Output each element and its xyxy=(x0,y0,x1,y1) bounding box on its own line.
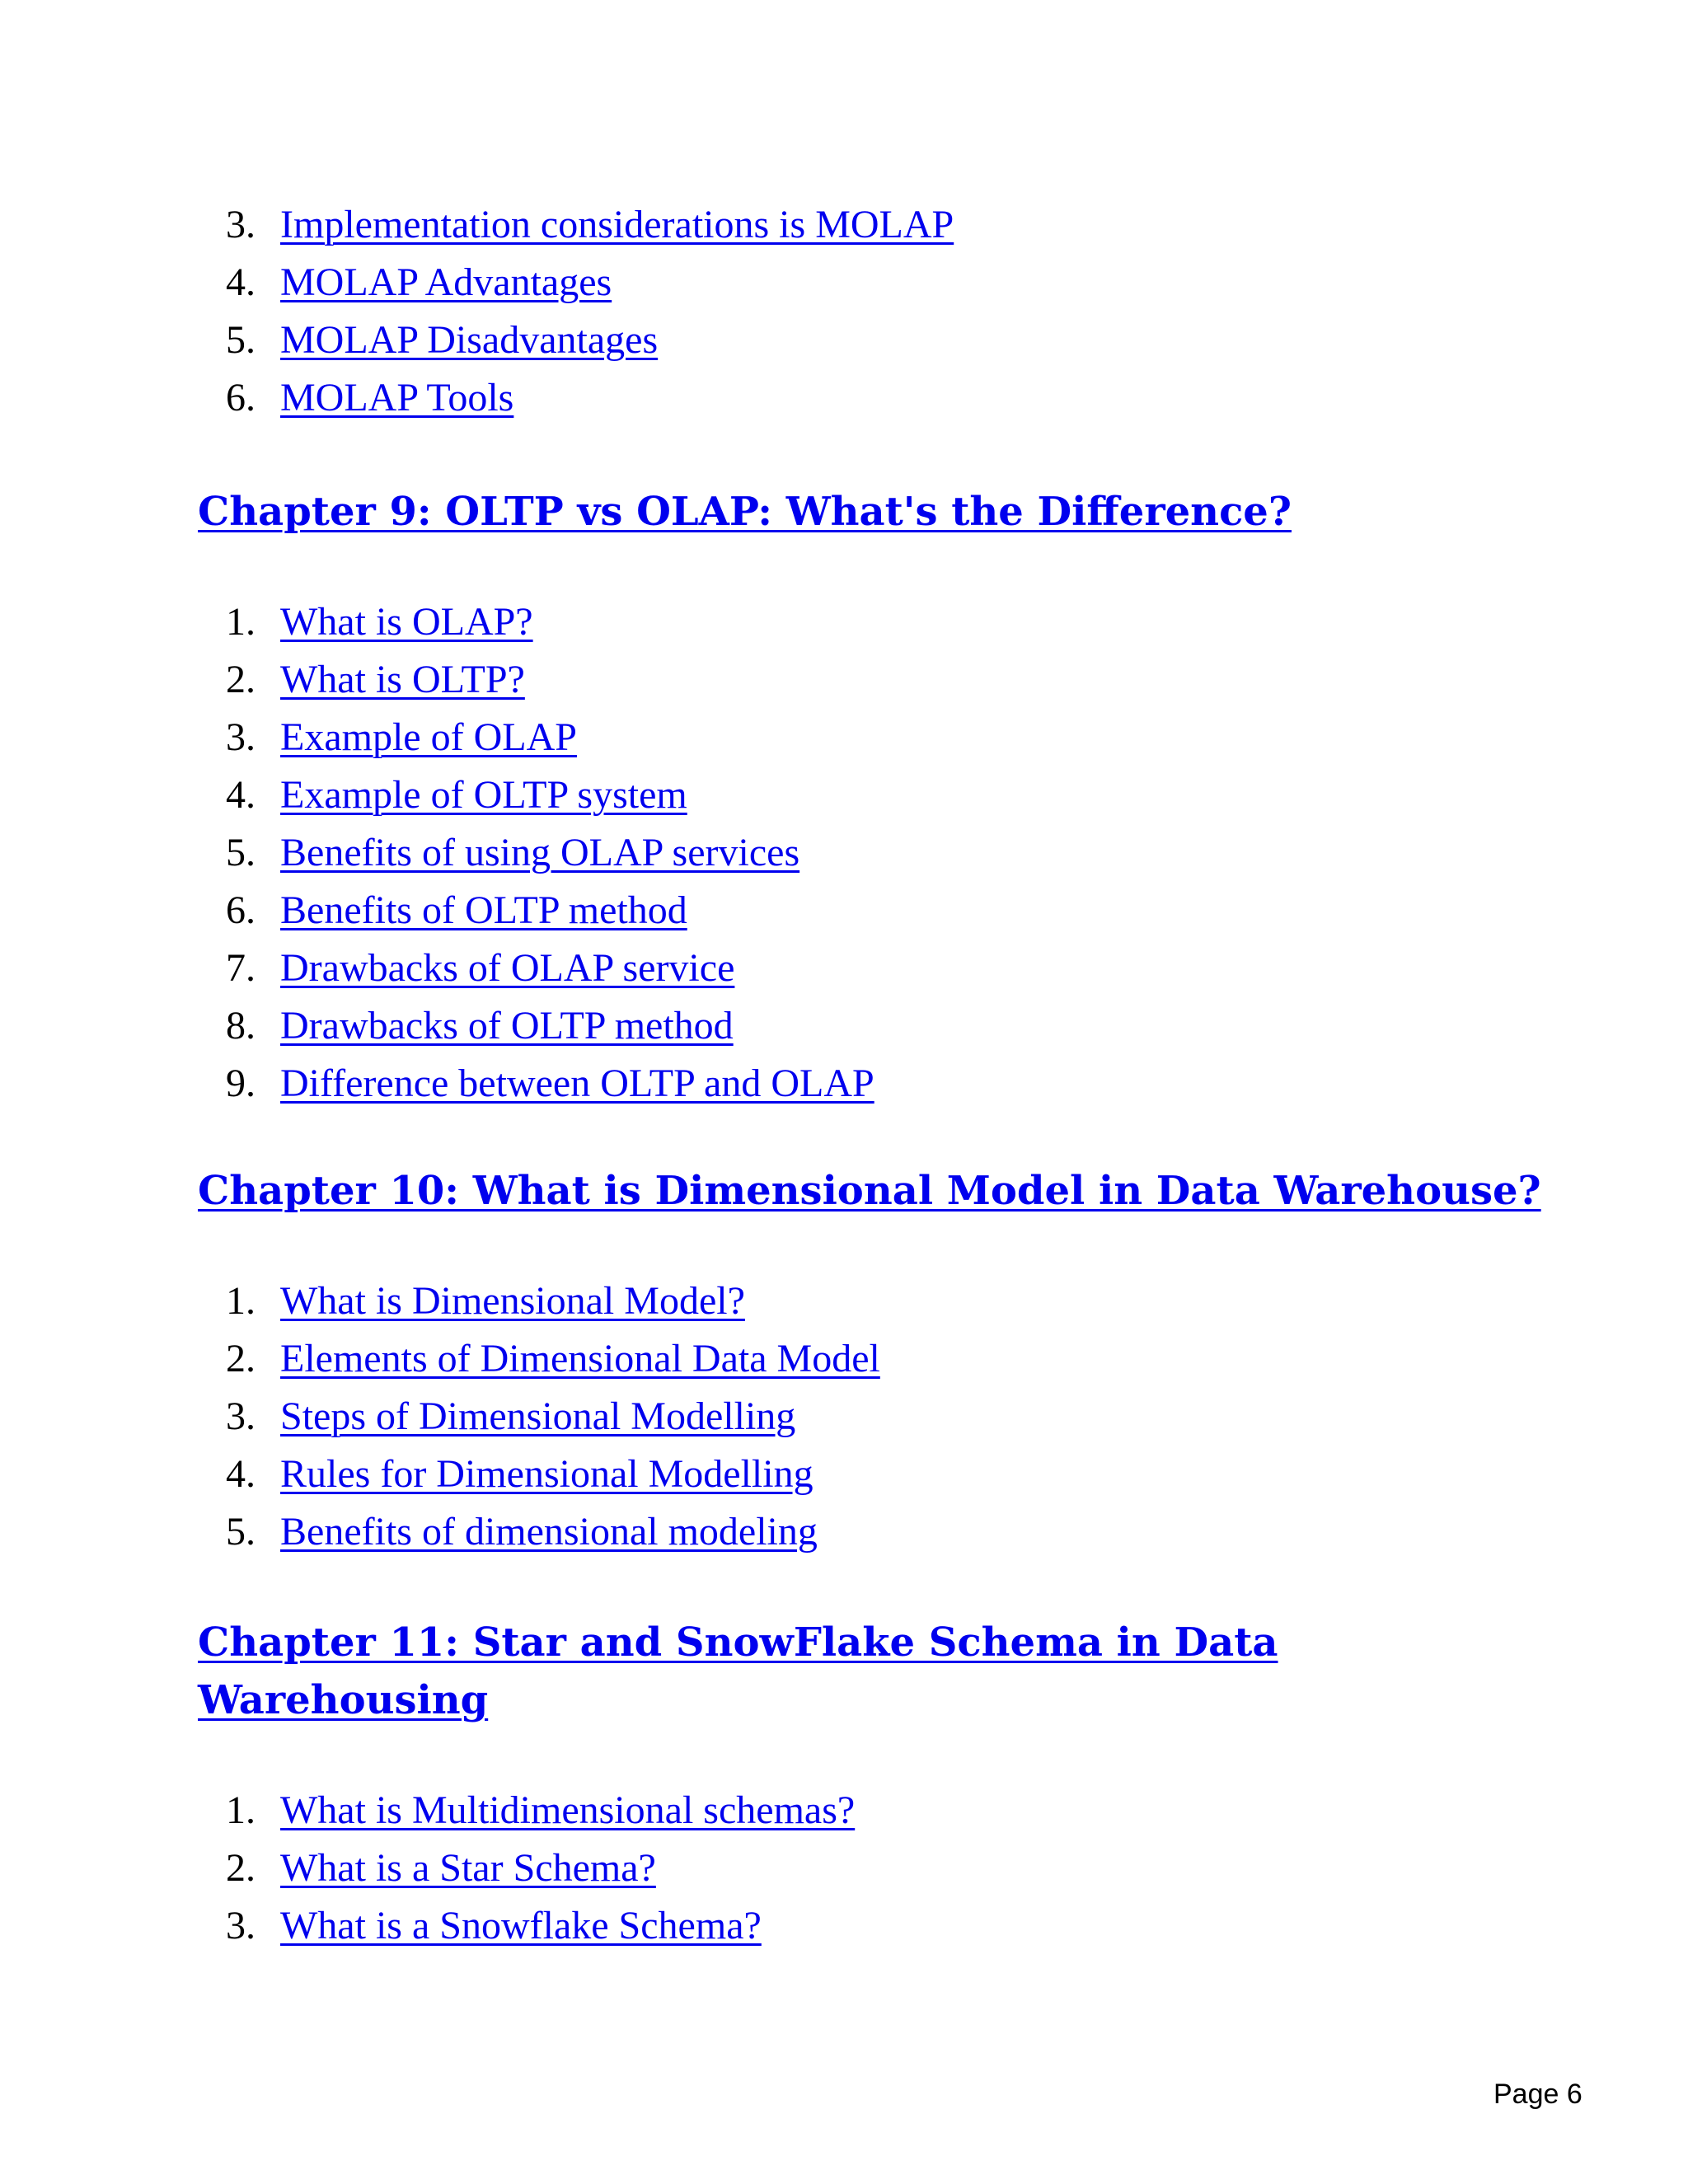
list-number: 6. xyxy=(226,376,256,419)
toc-link[interactable]: Benefits of using OLAP services xyxy=(280,831,800,874)
toc-list-molap xyxy=(0,196,1688,427)
list-number: 2. xyxy=(226,1337,256,1380)
list-item xyxy=(0,1330,1688,1388)
list-item xyxy=(0,369,1688,427)
list-number: 5. xyxy=(226,318,256,362)
chapter-11-heading-line-1: Chapter 11: Star and SnowFlake Schema in Data xyxy=(198,1619,1278,1666)
list-item xyxy=(0,1897,1688,1955)
list-number: 4. xyxy=(226,773,256,817)
list-number: 3. xyxy=(226,715,256,759)
list-item xyxy=(0,196,1688,254)
list-item xyxy=(0,1503,1688,1561)
toc-link[interactable]: Drawbacks of OLAP service xyxy=(280,946,735,990)
list-number: 3. xyxy=(226,1394,256,1438)
toc-link[interactable]: What is OLTP? xyxy=(280,658,525,701)
toc-link[interactable]: MOLAP Disadvantages xyxy=(280,318,659,362)
toc-link[interactable]: Benefits of OLTP method xyxy=(280,888,687,932)
list-item xyxy=(0,940,1688,997)
list-item xyxy=(0,1840,1688,1897)
page-number: Page 6 xyxy=(1493,2079,1582,2110)
list-number: 1. xyxy=(226,1788,256,1832)
toc-link[interactable]: Example of OLAP xyxy=(280,715,577,759)
list-number: 5. xyxy=(226,1510,256,1554)
list-number: 4. xyxy=(226,1452,256,1496)
chapter-11-heading-line-2: Warehousing xyxy=(198,1677,489,1723)
list-number: 2. xyxy=(226,658,256,701)
list-item xyxy=(0,1388,1688,1446)
list-item xyxy=(0,1055,1688,1113)
list-item xyxy=(0,1782,1688,1840)
list-number: 4. xyxy=(226,260,256,304)
chapter-10-heading[interactable]: Chapter 10: What is Dimensional Model in Data Warehouse? xyxy=(198,1168,1541,1214)
list-number: 1. xyxy=(226,600,256,644)
toc-link[interactable]: Example of OLTP system xyxy=(280,773,687,817)
list-item xyxy=(0,766,1688,824)
list-item xyxy=(0,882,1688,940)
toc-link[interactable]: MOLAP Tools xyxy=(280,376,514,419)
toc-link[interactable]: What is a Star Schema? xyxy=(280,1846,656,1890)
list-number: 9. xyxy=(226,1062,256,1105)
list-item xyxy=(0,997,1688,1055)
list-item xyxy=(0,824,1688,882)
list-number: 3. xyxy=(226,203,256,246)
list-item xyxy=(0,651,1688,709)
list-number: 1. xyxy=(226,1279,256,1323)
list-number: 8. xyxy=(226,1004,256,1047)
list-number: 3. xyxy=(226,1904,256,1947)
toc-link[interactable]: MOLAP Advantages xyxy=(280,260,612,304)
list-number: 2. xyxy=(226,1846,256,1890)
chapter-9-heading[interactable]: Chapter 9: OLTP vs OLAP: What's the Difference? xyxy=(198,489,1292,535)
toc-link[interactable]: What is Dimensional Model? xyxy=(280,1279,745,1323)
toc-link[interactable]: Difference between OLTP and OLAP xyxy=(280,1062,874,1105)
toc-link[interactable]: Benefits of dimensional modeling xyxy=(280,1510,818,1554)
toc-list-chapter-10 xyxy=(0,1272,1688,1561)
toc-list-chapter-9 xyxy=(0,593,1688,1113)
toc-link[interactable]: Steps of Dimensional Modelling xyxy=(280,1394,796,1438)
toc-link[interactable]: What is Multidimensional schemas? xyxy=(280,1788,856,1832)
toc-link[interactable]: What is a Snowflake Schema? xyxy=(280,1904,762,1947)
list-item xyxy=(0,709,1688,766)
list-item xyxy=(0,1446,1688,1503)
list-number: 5. xyxy=(226,831,256,874)
list-item xyxy=(0,593,1688,651)
toc-link[interactable]: What is OLAP? xyxy=(280,600,533,644)
list-item xyxy=(0,254,1688,312)
list-item xyxy=(0,1272,1688,1330)
list-number: 6. xyxy=(226,888,256,932)
toc-link[interactable]: Elements of Dimensional Data Model xyxy=(280,1337,880,1380)
toc-link[interactable]: Implementation considerations is MOLAP xyxy=(280,203,954,246)
list-item xyxy=(0,312,1688,369)
chapter-11-heading[interactable] xyxy=(198,1614,1278,1729)
toc-link[interactable]: Drawbacks of OLTP method xyxy=(280,1004,734,1047)
toc-list-chapter-11 xyxy=(0,1782,1688,1955)
toc-link[interactable]: Rules for Dimensional Modelling xyxy=(280,1452,814,1496)
list-number: 7. xyxy=(226,946,256,990)
